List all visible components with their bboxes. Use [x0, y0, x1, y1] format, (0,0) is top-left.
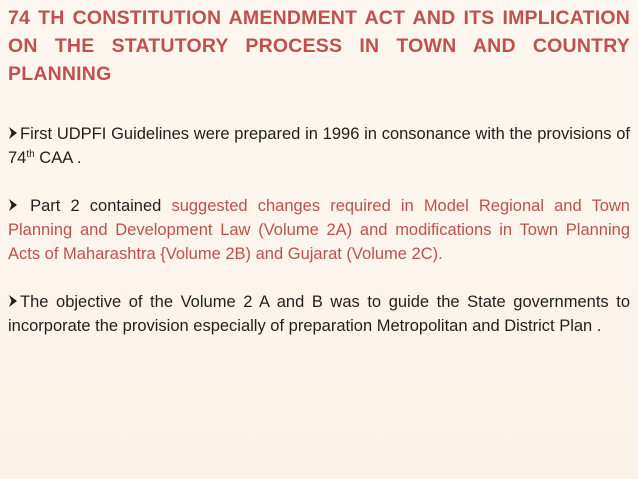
bullet-item-part2	[8, 194, 630, 266]
bullet-text-caa: CAA .	[34, 149, 82, 167]
arrow-bullet-icon	[8, 294, 18, 308]
bullet-text-objective: The objective of the Volume 2 A and B was to guide the State governments to incorporate the provision especially of preparation Metropolitan and District Plan .	[8, 293, 630, 335]
bullet-superscript: th	[26, 149, 35, 160]
arrow-bullet-icon	[8, 198, 18, 212]
bullet-highlight-changes: suggested changes required in Model Regional and Town Planning and Development Law (Volume 2A) and modifications in Town Planning Acts of Maharashtra {Volume 2B) and Gujarat (Volume 2C).	[8, 197, 630, 263]
slide-body	[8, 122, 630, 338]
bullet-text-udpfi: First UDPFI Guidelines were prepared in 1996 in consonance with the provisions of 74	[8, 125, 630, 167]
bullet-item-objective	[8, 290, 630, 338]
bullet-item-udpfi	[8, 122, 630, 170]
slide-title: 74 TH CONSTITUTION AMENDMENT ACT AND ITS IMPLICATION ON THE STATUTORY PROCESS IN TOWN AND COUNTRY PLANNING	[8, 7, 630, 85]
arrow-bullet-icon	[8, 126, 18, 140]
bullet-lead-part2: Part 2 contained	[20, 197, 172, 215]
